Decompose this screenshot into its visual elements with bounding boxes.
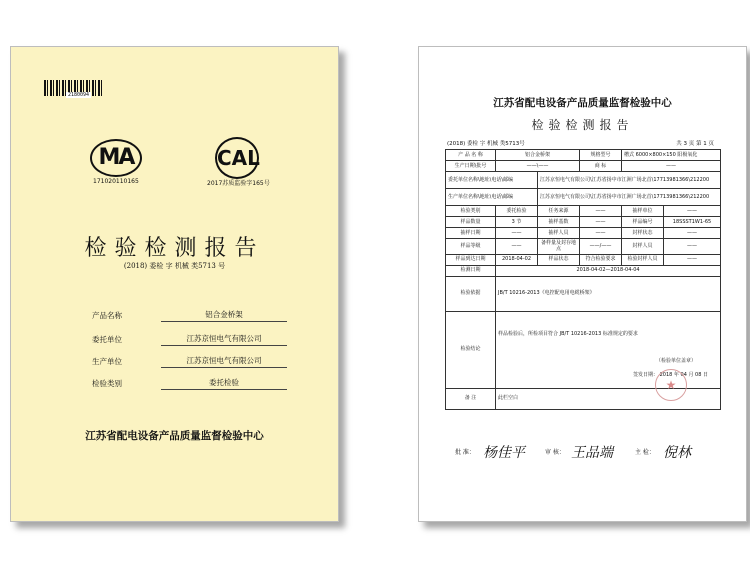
report-page <box>418 46 747 522</box>
cell-label: 样品数量 <box>446 217 496 228</box>
cma-logo-icon: MA <box>90 139 142 177</box>
cell-value: —— <box>496 239 538 255</box>
cell-label: 检验依据 <box>446 276 496 311</box>
cell-label: 抽样基数 <box>538 217 580 228</box>
cal-number: 2017苏质监验字165号 <box>207 180 270 187</box>
cell-label: 委托单位名称\地址\电话\邮编 <box>446 172 538 189</box>
cell-label: 检验封样人员 <box>622 254 664 265</box>
cell-value: —— <box>664 206 721 217</box>
report-cover <box>10 46 339 522</box>
field-label-client: 委托单位 <box>92 335 122 344</box>
stamp-note: （检验单位盖章） <box>656 357 697 364</box>
cell-value: 槽式 6000×800×150 阳极氧化 <box>622 150 721 161</box>
cell-value: ——\—— <box>496 161 580 172</box>
cell-value: —— <box>580 206 622 217</box>
table-row <box>446 239 721 255</box>
cell-label: 样品状态 <box>538 254 580 265</box>
page-indicator: 共 3 页 第 1 页 <box>676 141 714 147</box>
cell-value: 此栏空白 <box>496 388 721 409</box>
cell-value: 委托检验 <box>496 206 538 217</box>
cell-value: 符合检验要求 <box>580 254 622 265</box>
conclusion-text: 样品检验后，所检项目符合 JB/T 10216-2013 标准规定的要求 <box>498 330 638 337</box>
cell-value: —— <box>622 161 721 172</box>
cell-value: 江苏京恒电气有限公司\江苏省扬中市江洲广场北首\17713981366\212200 <box>538 172 721 189</box>
field-label-product: 产品名称 <box>92 311 122 320</box>
cell-label: 抽样单位 <box>622 206 664 217</box>
field-value-maker: 江苏京恒电气有限公司 <box>161 355 287 368</box>
review-label: 审 核： <box>545 449 565 456</box>
cell-value: —— <box>496 228 538 239</box>
cal-logo-icon: CAL <box>215 137 259 179</box>
cell-label: 生产日期\批号 <box>446 161 496 172</box>
cell-value: 江苏京恒电气有限公司\江苏省扬中市江洲广场北首\17713981366\212200 <box>538 189 721 206</box>
cell-value: 2018-04-02—2018-04-04 <box>496 265 721 276</box>
field-value-type: 委托检验 <box>161 377 287 390</box>
table-row <box>446 228 721 239</box>
cell-label: 检测日期 <box>446 265 496 276</box>
cell-label: 规格型号 <box>580 150 622 161</box>
report-title: 检验检测报告 <box>531 118 634 132</box>
table-row <box>446 276 721 311</box>
cell-label: 商 标 <box>580 161 622 172</box>
cover-organization: 江苏省配电设备产品质量监督检验中心 <box>85 430 264 442</box>
cell-value: —— <box>664 254 721 265</box>
report-number: (2018) 委检 字 机械 类5713号 <box>447 141 525 147</box>
table-row <box>446 206 721 217</box>
cell-label: 生产单位名称\地址\电话\邮编 <box>446 189 538 206</box>
approve-signature: 杨佳平 <box>483 445 525 461</box>
approve-label: 批 准： <box>455 449 475 456</box>
cell-label: 备 注 <box>446 388 496 409</box>
cell-label: 样品到达日期 <box>446 254 496 265</box>
table-row <box>446 265 721 276</box>
cell-label: 样品编号 <box>622 217 664 228</box>
field-label-maker: 生产单位 <box>92 357 122 366</box>
main-inspector-label: 主 检： <box>635 449 655 456</box>
cell-value: 18SSST1W1-65 <box>664 217 721 228</box>
table-row <box>446 150 721 161</box>
table-row <box>446 217 721 228</box>
main-inspector-signature: 倪林 <box>663 445 691 461</box>
cell-value: ——/—— <box>580 239 622 255</box>
cell-label: 抽样日期 <box>446 228 496 239</box>
cell-value: JB/T 10216-2013《电控配电用电缆桥架》 <box>496 276 721 311</box>
table-row <box>446 254 721 265</box>
cell-value: 3 节 <box>496 217 538 228</box>
field-value-product: 铝合金桥架 <box>161 309 287 322</box>
cell-label: 检验类别 <box>446 206 496 217</box>
cell-value: —— <box>664 228 721 239</box>
review-signature: 王品端 <box>571 445 613 461</box>
cma-number: 171020110165 <box>93 178 139 185</box>
cell-value: —— <box>580 228 622 239</box>
conclusion-cell <box>496 311 721 388</box>
cell-value: —— <box>580 217 622 228</box>
cell-label: 封样人员 <box>622 239 664 255</box>
barcode-number: 2180094 <box>68 92 90 98</box>
cell-value: 2018-04-02 <box>496 254 538 265</box>
table-row <box>446 189 721 206</box>
field-label-type: 检验类别 <box>92 379 122 388</box>
report-table <box>445 149 721 410</box>
cell-label: 任务来源 <box>538 206 580 217</box>
report-organization: 江苏省配电设备产品质量监督检验中心 <box>493 97 672 109</box>
cell-label: 产 品 名 称 <box>446 150 496 161</box>
field-value-client: 江苏京恒电气有限公司 <box>161 333 287 346</box>
cell-value: 铝合金桥架 <box>496 150 580 161</box>
cell-label: 备样量及封存地点 <box>538 239 580 255</box>
cell-label: 检验结论 <box>446 311 496 388</box>
cell-label: 抽样人员 <box>538 228 580 239</box>
cell-label: 封样状态 <box>622 228 664 239</box>
cell-value: —— <box>664 239 721 255</box>
star-stamp-icon: ★ <box>655 369 687 401</box>
cover-title: 检验检测报告 <box>84 236 265 261</box>
issue-date: 签发日期： 2018 年 04 月 08 日 <box>633 371 709 378</box>
cover-report-no: (2018) 委检 字 机械 类5713 号 <box>123 262 226 270</box>
cell-label: 样品等级 <box>446 239 496 255</box>
table-row <box>446 161 721 172</box>
table-row <box>446 172 721 189</box>
